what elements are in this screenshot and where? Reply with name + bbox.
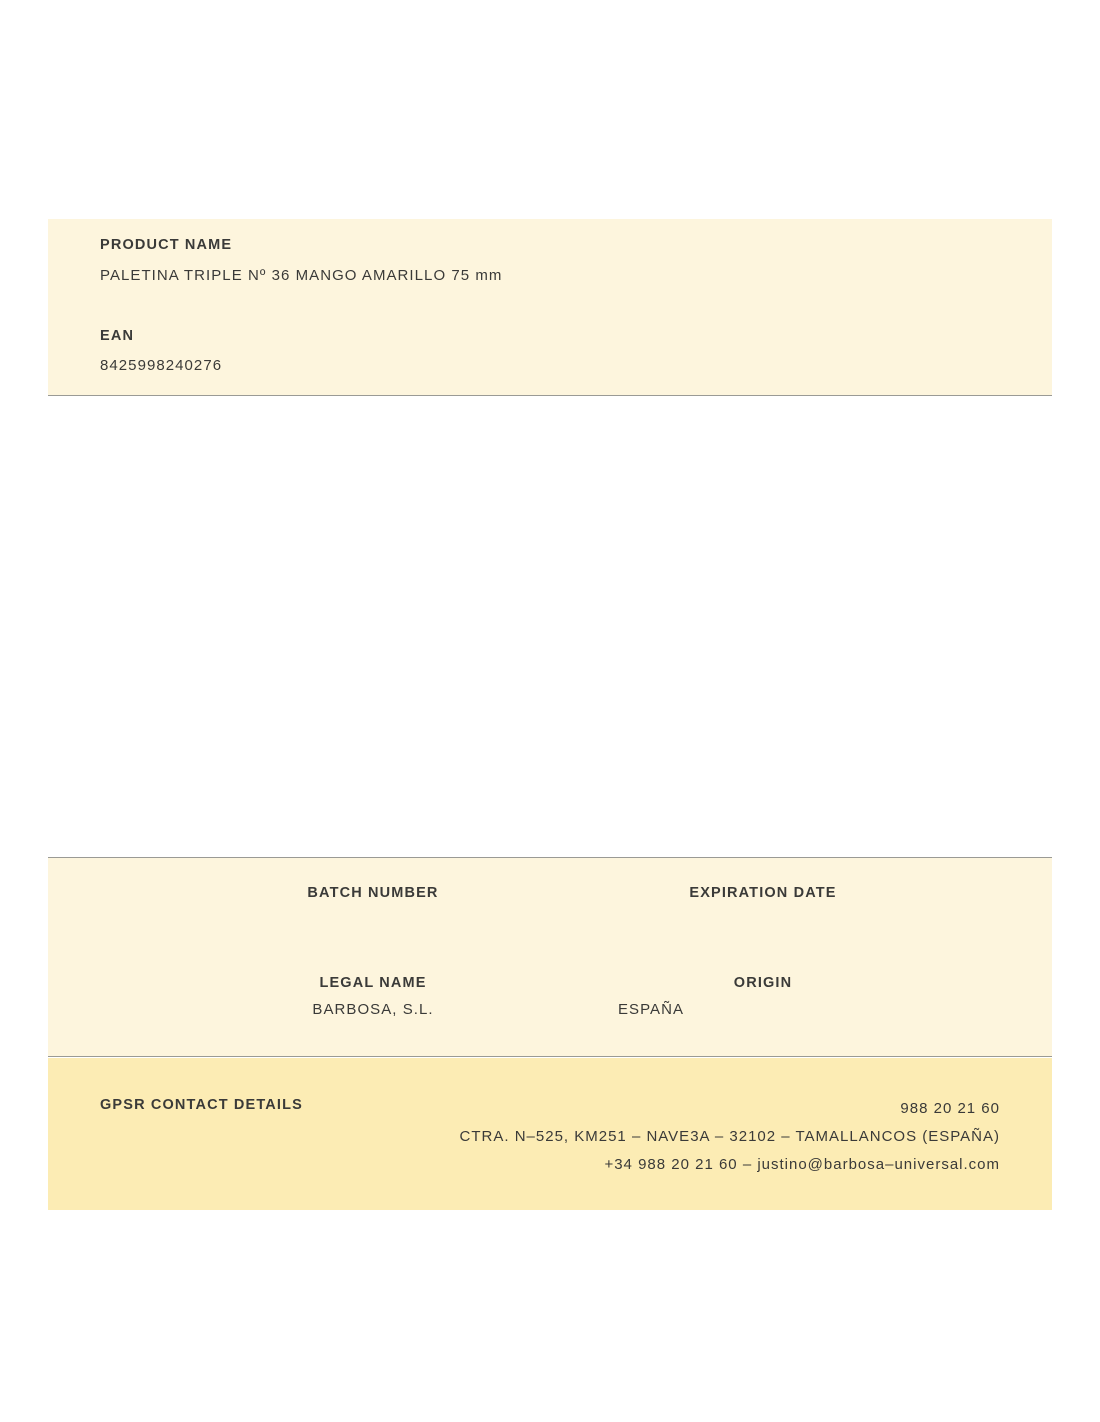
gpsr-contact-label: GPSR CONTACT DETAILS	[100, 1097, 303, 1113]
batch-number-label: BATCH NUMBER	[307, 885, 439, 901]
expiration-date-label: EXPIRATION DATE	[689, 885, 837, 901]
product-info-block	[48, 219, 1052, 396]
gpsr-contact-email: +34 988 20 21 60 – justino@barbosa–universal.com	[604, 1156, 1000, 1173]
expiration-date-field	[618, 885, 908, 911]
gpsr-address: CTRA. N–525, KM251 – NAVE3A – 32102 – TAMALLANCOS (ESPAÑA)	[459, 1128, 1000, 1145]
gpsr-phone: 988 20 21 60	[900, 1100, 1000, 1117]
origin-value: ESPAÑA	[618, 1001, 685, 1018]
legal-name-label: LEGAL NAME	[319, 975, 427, 991]
product-name-value: PALETINA TRIPLE Nº 36 MANGO AMARILLO 75 mm	[100, 267, 503, 284]
legal-name-value: BARBOSA, S.L.	[312, 1001, 434, 1018]
origin-label: ORIGIN	[733, 975, 793, 991]
legal-name-field	[228, 975, 518, 1018]
origin-field	[618, 975, 908, 1018]
batch-number-field	[228, 885, 518, 911]
gpsr-contact-block	[48, 1058, 1052, 1210]
gpsr-contact-lines	[460, 1095, 1000, 1179]
batch-legal-block	[48, 857, 1052, 1057]
ean-label: EAN	[100, 328, 135, 344]
ean-value: 8425998240276	[100, 357, 223, 374]
product-name-label: PRODUCT NAME	[100, 237, 233, 253]
